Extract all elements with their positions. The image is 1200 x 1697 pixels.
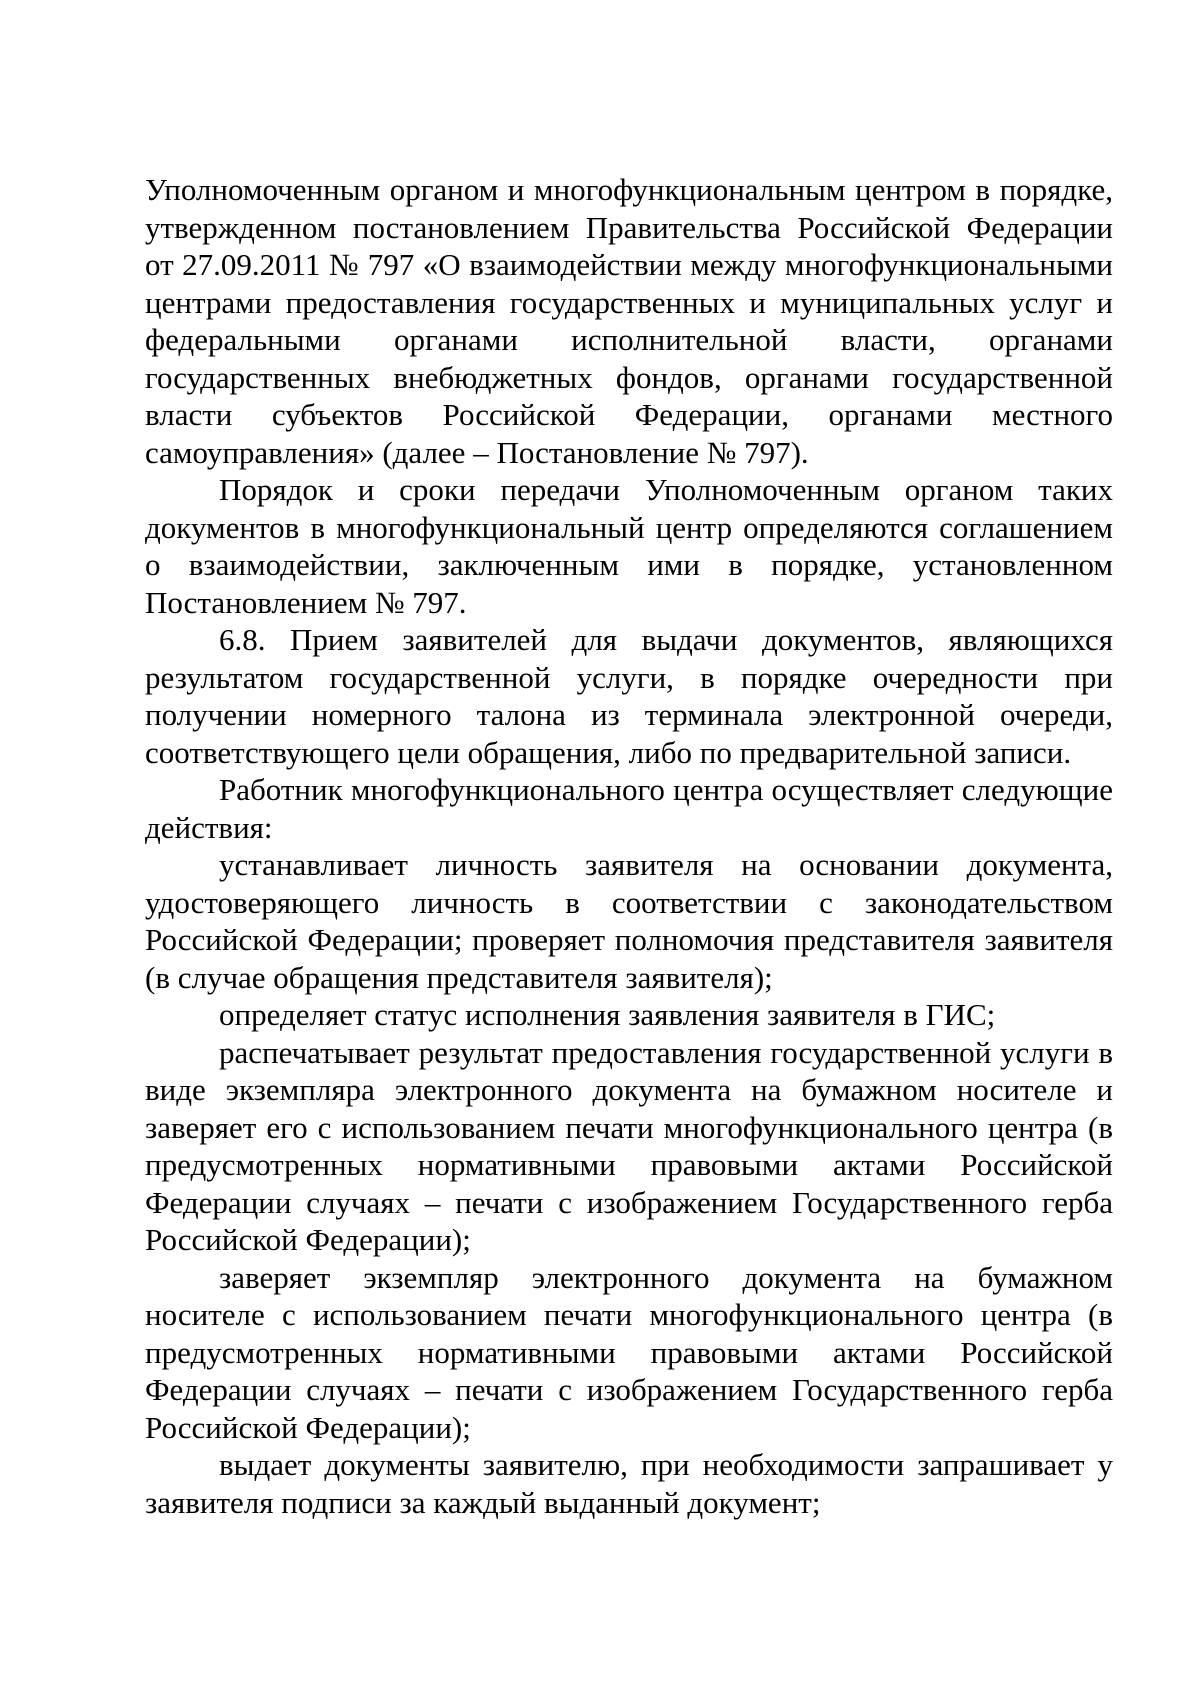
paragraph-continuation: Уполномоченным органом и многофункциональным центром в порядке, утвержденном постановлением Правительства Российской Федерации от 27.09.2011 № 797 «О взаимодействии между многофункциональными центрами предоставления государственных и муниципальных услуг и федеральными органами исполнительной власти, органами государственных внебюджетных фондов, органами государственной власти субъектов Российской Федерации, органами местного самоуправления» (далее – Постановление № 797).	[145, 172, 1113, 470]
document-body	[145, 171, 1113, 1521]
paragraph-status-check: определяет статус исполнения заявления заявителя в ГИС;	[219, 997, 996, 1032]
paragraph-worker-actions: Работник многофункционального центра осуществляет следующие действия:	[145, 772, 1113, 845]
paragraph-print-result: распечатывает результат предоставления государственной услуги в виде экземпляра электронного документа на бумажном носителе и заверяет его с использованием печати многофункционального центра (в предусмотренных нормативными правовыми актами Российской Федерации случаях – печати с изображением Государственного герба Российской Федерации);	[145, 1034, 1113, 1257]
paragraph-section-6-8: 6.8. Прием заявителей для выдачи документов, являющихся результатом государственной услуги, в порядке очередности при получении номерного талона из терминала электронной очереди, соответствующего цели обращения, либо по предварительной записи.	[145, 622, 1113, 770]
paragraph-certify-copy: заверяет экземпляр электронного документа на бумажном носителе с использованием печати многофункционального центра (в предусмотренных нормативными правовыми актами Российской Федерации случаях – печати с изображением Государственного герба Российской Федерации);	[145, 1259, 1113, 1445]
paragraph-issue-documents: выдает документы заявителю, при необходимости запрашивает у заявителя подписи за каждый выданный документ;	[145, 1447, 1113, 1520]
paragraph-transfer-order: Порядок и сроки передачи Уполномоченным органом таких документов в многофункциональный центр определяются соглашением о взаимодействии, заключенным ими в порядке, установленном Постановлением № 797.	[145, 472, 1113, 620]
paragraph-identity-check: устанавливает личность заявителя на основании документа, удостоверяющего личность в соответствии с законодательством Российской Федерации; проверяет полномочия представителя заявителя (в случае обращения представителя заявителя);	[145, 847, 1113, 995]
